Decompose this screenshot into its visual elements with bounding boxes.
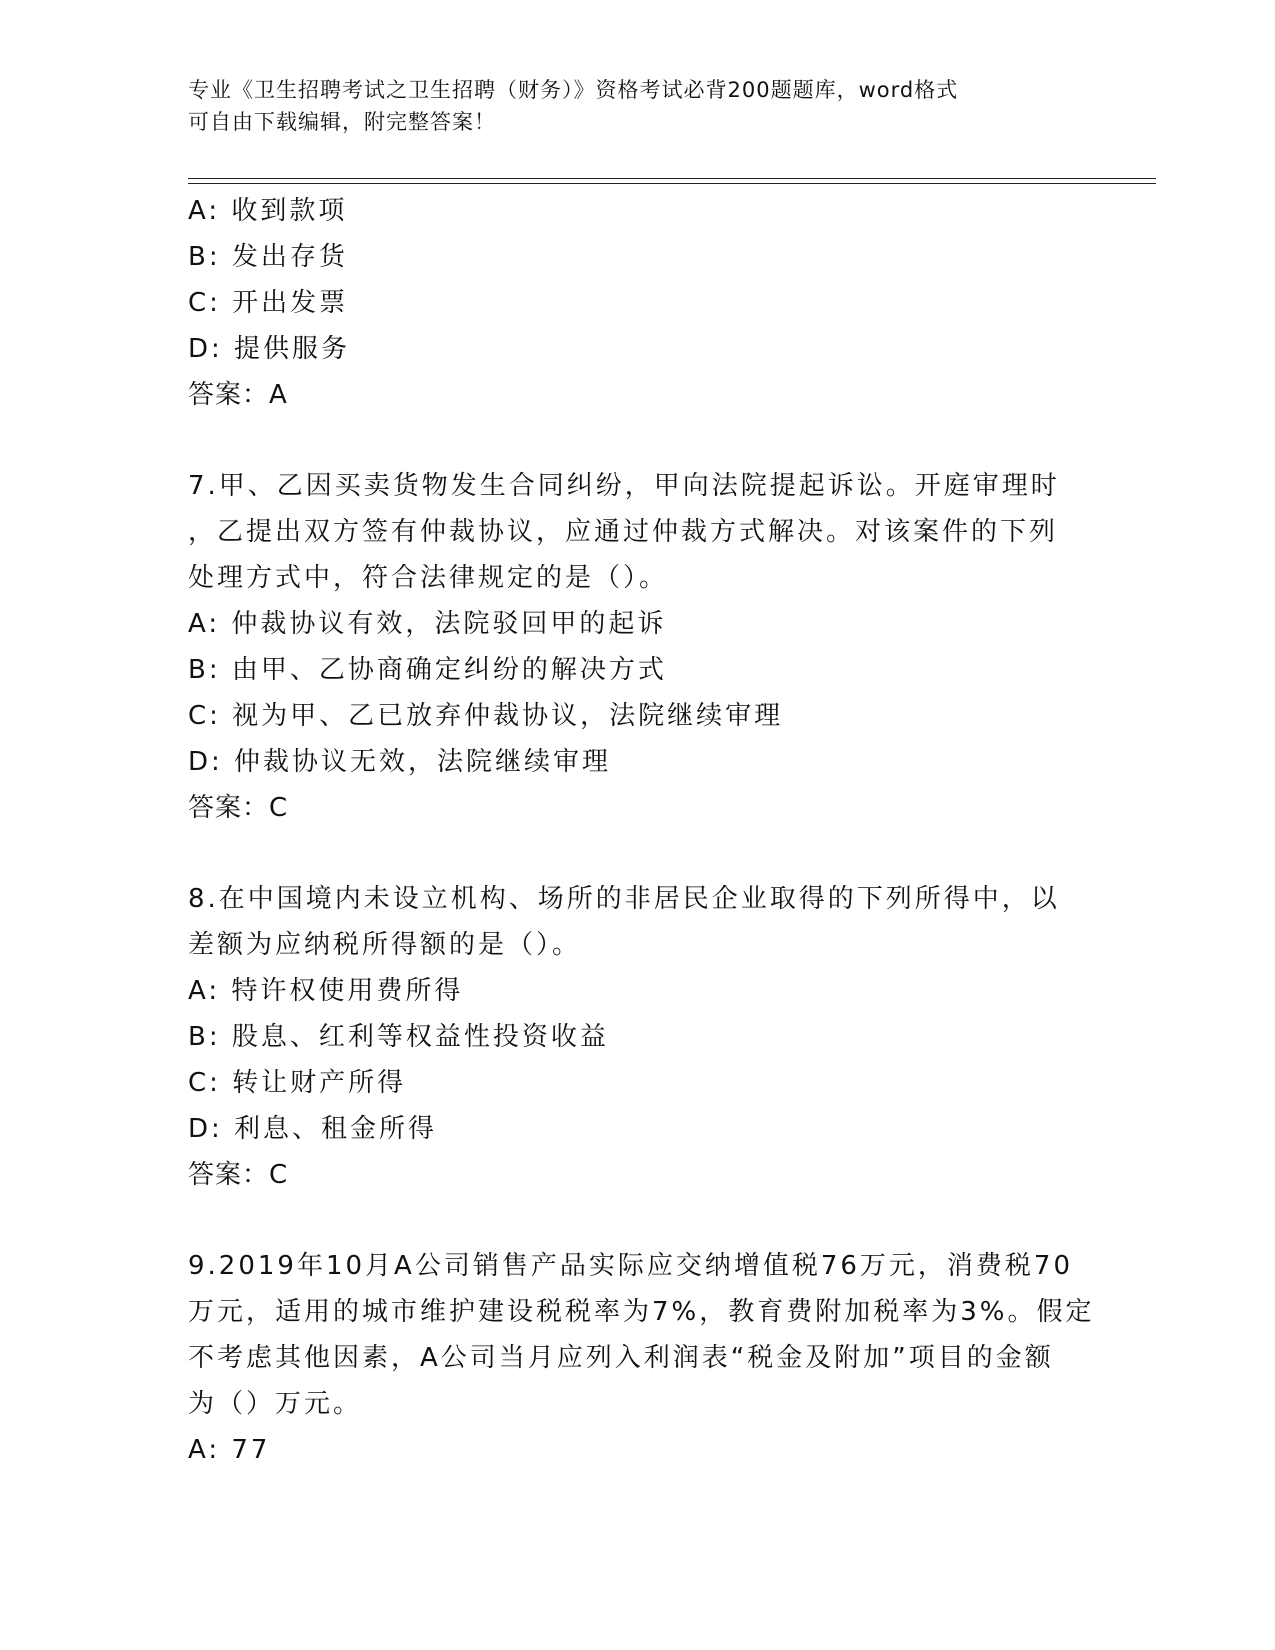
question-list xyxy=(188,188,1158,1473)
answer: 答案：C xyxy=(188,793,289,823)
header-line: 专业《卫生招聘考试之卫生招聘（财务）》资格考试必背200题题库，word格式 xyxy=(188,78,959,102)
question-text: ，乙提出双方签有仲裁协议，应通过仲裁方式解决。对该案件的下列 xyxy=(188,517,1059,547)
question-text: 不考虑其他因素，A公司当月应列入利润表“税金及附加”项目的金额 xyxy=(188,1343,1054,1373)
option-a: A: 77 xyxy=(188,1435,271,1465)
document-header xyxy=(188,74,1088,138)
question-block xyxy=(188,463,1158,831)
header-divider xyxy=(188,178,1156,179)
question-block xyxy=(188,188,1158,418)
option-b: B: 发出存货 xyxy=(188,242,348,272)
question-text: 9.2019年10月A公司销售产品实际应交纳增值税76万元，消费税70 xyxy=(188,1251,1074,1281)
header-line: 可自由下载编辑，附完整答案！ xyxy=(188,110,496,134)
answer: 答案：A xyxy=(188,380,288,410)
option-a: A: 仲裁协议有效，法院驳回甲的起诉 xyxy=(188,609,667,639)
question-block xyxy=(188,1243,1158,1473)
option-d: D: 利息、租金所得 xyxy=(188,1114,438,1144)
question-text: 为（）万元。 xyxy=(188,1389,363,1419)
question-block xyxy=(188,876,1158,1198)
option-b: B: 股息、红利等权益性投资收益 xyxy=(188,1022,609,1052)
option-a: A: 收到款项 xyxy=(188,196,348,226)
question-text: 处理方式中，符合法律规定的是（）。 xyxy=(188,563,669,593)
question-text: 7.甲、乙因买卖货物发生合同纠纷，甲向法院提起诉讼。开庭审理时 xyxy=(188,471,1060,501)
question-text: 万元，适用的城市维护建设税税率为7%，教育费附加税率为3%。假定 xyxy=(188,1297,1095,1327)
question-text: 8.在中国境内未设立机构、场所的非居民企业取得的下列所得中，以 xyxy=(188,884,1060,914)
option-d: D: 提供服务 xyxy=(188,334,351,364)
option-c: C: 开出发票 xyxy=(188,288,349,318)
header-divider xyxy=(188,183,1156,184)
option-b: B: 由甲、乙协商确定纠纷的解决方式 xyxy=(188,655,667,685)
answer: 答案：C xyxy=(188,1160,289,1190)
question-text: 差额为应纳税所得额的是（）。 xyxy=(188,930,582,960)
option-d: D: 仲裁协议无效，法院继续审理 xyxy=(188,747,612,777)
option-c: C: 视为甲、乙已放弃仲裁协议，法院继续审理 xyxy=(188,701,784,731)
option-c: C: 转让财产所得 xyxy=(188,1068,407,1098)
option-a: A: 特许权使用费所得 xyxy=(188,976,464,1006)
